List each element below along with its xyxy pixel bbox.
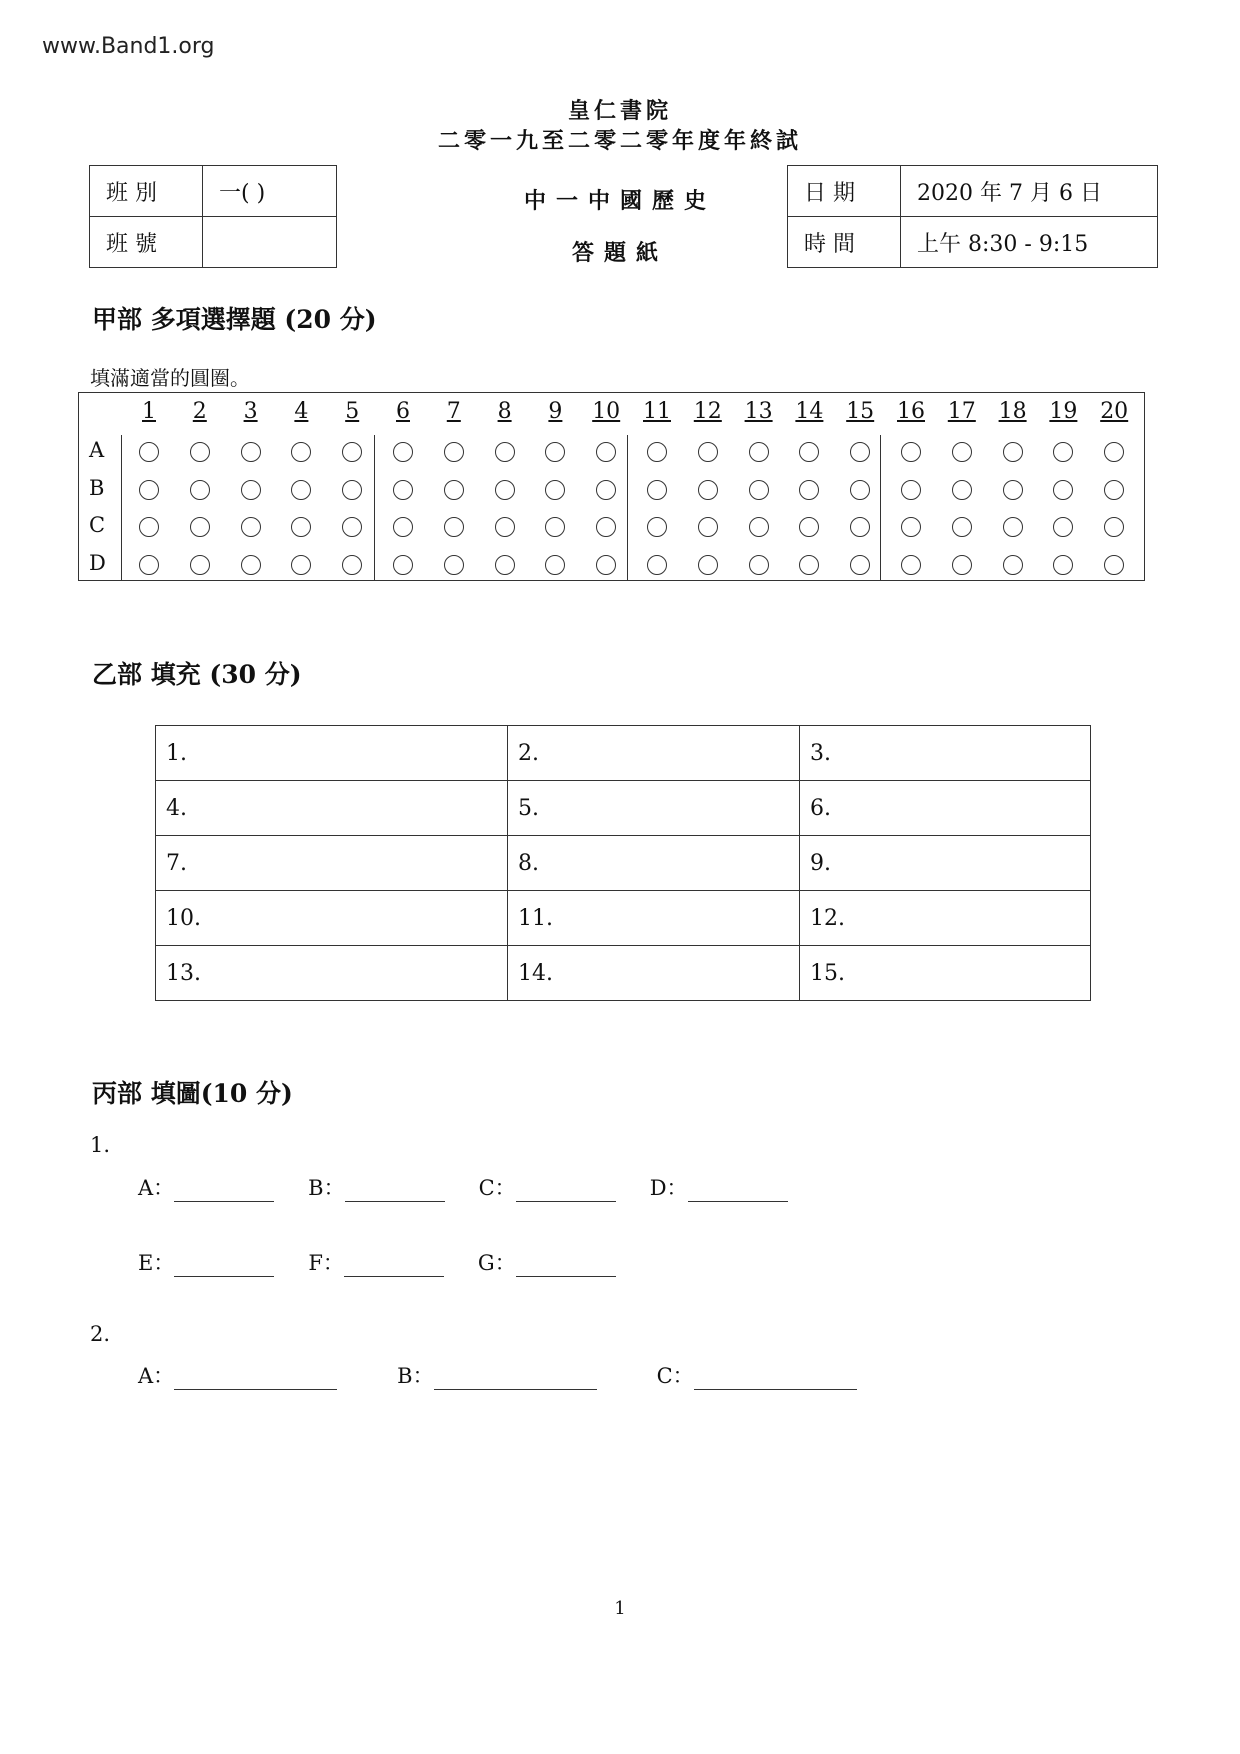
question-number: 12 — [693, 399, 722, 424]
answer-bubble-q18-A[interactable] — [1003, 442, 1023, 462]
number-value[interactable] — [203, 217, 337, 268]
answer-bubble-q18-B[interactable] — [1003, 480, 1023, 500]
fill-answer-cell[interactable]: 9. — [800, 836, 1091, 891]
class-label: 班 別 — [90, 166, 203, 217]
fill-row — [156, 726, 1091, 781]
date-value: 2020 年 7 月 6 日 — [901, 166, 1158, 217]
answer-blank[interactable] — [174, 1179, 274, 1202]
answer-bubble-q9-A[interactable] — [545, 442, 565, 462]
time-value: 上午 8:30 - 9:15 — [901, 217, 1158, 268]
class-info-table — [89, 165, 337, 268]
answer-bubble-q1-C[interactable] — [139, 517, 159, 537]
blank-label: C： — [656, 1364, 694, 1388]
answer-bubble-q20-B[interactable] — [1104, 480, 1124, 500]
map-blank-group — [138, 1364, 337, 1388]
answer-bubble-q9-B[interactable] — [545, 480, 565, 500]
section-a-instruction: 填滿適當的圓圈。 — [90, 366, 250, 390]
answer-bubble-q12-B[interactable] — [698, 480, 718, 500]
question-number: 10 — [592, 399, 621, 424]
answer-bubble-q8-A[interactable] — [495, 442, 515, 462]
answer-bubble-q6-B[interactable] — [393, 480, 413, 500]
answer-bubble-q14-D[interactable] — [799, 555, 819, 575]
answer-bubble-q16-A[interactable] — [901, 442, 921, 462]
watermark: www.Band1.org — [42, 34, 215, 59]
answer-bubble-q18-C[interactable] — [1003, 517, 1023, 537]
answer-bubble-q13-D[interactable] — [749, 555, 769, 575]
answer-bubble-q13-B[interactable] — [749, 480, 769, 500]
question-number: 16 — [897, 399, 925, 424]
answer-bubble-q15-C[interactable] — [850, 517, 870, 537]
answer-bubble-q19-D[interactable] — [1053, 555, 1073, 575]
question-number: 15 — [846, 399, 875, 424]
blank-label: G： — [477, 1251, 516, 1275]
fill-answer-cell[interactable]: 6. — [800, 781, 1091, 836]
map-q1-number: 1. — [90, 1133, 111, 1157]
sheet-title: 答題紙 — [571, 240, 668, 266]
answer-bubble-q18-D[interactable] — [1003, 555, 1023, 575]
answer-blank[interactable] — [688, 1179, 788, 1202]
question-number: 1 — [142, 399, 156, 424]
page-number: 1 — [614, 1598, 626, 1619]
question-number: 11 — [643, 399, 671, 424]
answer-bubble-q11-D[interactable] — [647, 555, 667, 575]
answer-bubble-q3-A[interactable] — [241, 442, 261, 462]
answer-blank[interactable] — [344, 1254, 444, 1277]
answer-bubble-q13-A[interactable] — [749, 442, 769, 462]
fill-answer-cell[interactable]: 14. — [508, 946, 800, 1001]
map-blank-group — [308, 1251, 444, 1275]
question-number: 7 — [446, 399, 461, 424]
map-blank-group — [138, 1251, 274, 1275]
answer-bubble-q17-C[interactable] — [952, 517, 972, 537]
answer-bubble-q6-D[interactable] — [393, 555, 413, 575]
question-number: 4 — [294, 399, 309, 424]
fill-answer-cell[interactable]: 1. — [156, 726, 508, 781]
map-blank-group — [397, 1364, 596, 1388]
school-name: 皇仁書院 — [567, 98, 672, 124]
group-divider — [627, 435, 628, 580]
answer-blank[interactable] — [174, 1254, 274, 1277]
answer-bubble-q12-A[interactable] — [698, 442, 718, 462]
answer-bubble-q7-A[interactable] — [444, 442, 464, 462]
blank-label: C： — [478, 1176, 516, 1200]
fill-answer-cell[interactable]: 3. — [800, 726, 1091, 781]
answer-bubble-q7-D[interactable] — [444, 555, 464, 575]
group-divider — [121, 435, 122, 580]
answer-blank[interactable] — [434, 1367, 597, 1390]
fill-answer-cell[interactable]: 8. — [508, 836, 800, 891]
subject-title: 中一中國歷史 — [523, 188, 716, 214]
section-c-title: 丙部 填圖(10 分) — [92, 1079, 293, 1108]
blank-label: F： — [308, 1251, 344, 1275]
answer-bubble-q17-B[interactable] — [952, 480, 972, 500]
answer-bubble-q15-B[interactable] — [850, 480, 870, 500]
blank-label: B： — [308, 1176, 345, 1200]
number-label: 班 號 — [90, 217, 203, 268]
map-blank-group — [138, 1176, 274, 1200]
question-number: 2 — [192, 399, 207, 424]
answer-bubble-q14-C[interactable] — [799, 517, 819, 537]
answer-bubble-q7-C[interactable] — [444, 517, 464, 537]
answer-bubble-q11-C[interactable] — [647, 517, 667, 537]
answer-blank[interactable] — [516, 1179, 616, 1202]
answer-bubble-q5-B[interactable] — [342, 480, 362, 500]
answer-bubble-q17-A[interactable] — [952, 442, 972, 462]
section-b-title: 乙部 填充 (30 分) — [92, 660, 302, 689]
fill-answer-cell[interactable]: 11. — [508, 891, 800, 946]
question-number: 14 — [795, 399, 824, 424]
answer-bubble-q17-D[interactable] — [952, 555, 972, 575]
option-label: D — [89, 550, 106, 575]
answer-bubble-q19-C[interactable] — [1053, 517, 1073, 537]
question-number: 5 — [345, 399, 360, 424]
option-label: B — [89, 475, 105, 500]
question-number: 9 — [548, 399, 563, 424]
answer-bubble-q20-D[interactable] — [1104, 555, 1124, 575]
answer-bubble-q9-D[interactable] — [545, 555, 565, 575]
map-blank-group — [650, 1176, 788, 1200]
answer-bubble-q11-B[interactable] — [647, 480, 667, 500]
section-a-title: 甲部 多項選擇題 (20 分) — [92, 305, 377, 334]
answer-bubble-q16-C[interactable] — [901, 517, 921, 537]
question-number: 8 — [497, 399, 512, 424]
answer-bubble-q6-A[interactable] — [393, 442, 413, 462]
fill-answer-cell[interactable]: 13. — [156, 946, 508, 1001]
blank-label: B： — [397, 1364, 434, 1388]
answer-bubble-q10-C[interactable] — [596, 517, 616, 537]
option-label: C — [89, 513, 106, 537]
answer-blank[interactable] — [694, 1367, 857, 1390]
question-number: 20 — [1100, 399, 1129, 424]
answer-bubble-q19-A[interactable] — [1053, 442, 1073, 462]
answer-bubble-q2-B[interactable] — [190, 480, 210, 500]
answer-bubble-q2-A[interactable] — [190, 442, 210, 462]
fill-answer-cell[interactable]: 7. — [156, 836, 508, 891]
answer-bubble-q12-D[interactable] — [698, 555, 718, 575]
answer-bubble-q10-D[interactable] — [596, 555, 616, 575]
answer-bubble-q4-C[interactable] — [291, 517, 311, 537]
fill-row — [156, 836, 1091, 891]
blank-label: A： — [138, 1364, 175, 1388]
map-blank-group — [657, 1364, 857, 1388]
answer-blank[interactable] — [345, 1179, 445, 1202]
answer-bubble-q14-A[interactable] — [799, 442, 819, 462]
answer-bubble-q11-A[interactable] — [647, 442, 667, 462]
map-label-row — [138, 1247, 650, 1277]
answer-bubble-q8-D[interactable] — [495, 555, 515, 575]
fill-row — [156, 781, 1091, 836]
answer-bubble-q15-D[interactable] — [850, 555, 870, 575]
fill-answer-cell[interactable]: 4. — [156, 781, 508, 836]
class-value[interactable]: 一( ) — [203, 166, 337, 217]
group-divider — [374, 435, 375, 580]
answer-bubble-q1-A[interactable] — [139, 442, 159, 462]
question-number: 18 — [998, 399, 1027, 424]
fill-row — [156, 946, 1091, 1001]
answer-bubble-q1-D[interactable] — [139, 555, 159, 575]
date-label: 日 期 — [788, 166, 901, 217]
date-info-table — [787, 165, 1158, 268]
answer-bubble-q7-B[interactable] — [444, 480, 464, 500]
map-blank-group — [478, 1251, 616, 1275]
answer-bubble-q15-A[interactable] — [850, 442, 870, 462]
fill-answer-cell[interactable]: 2. — [508, 726, 800, 781]
answer-bubble-q2-C[interactable] — [190, 517, 210, 537]
fill-answer-cell[interactable]: 5. — [508, 781, 800, 836]
answer-bubble-q2-D[interactable] — [190, 555, 210, 575]
map-label-row — [138, 1172, 822, 1202]
answer-bubble-q4-B[interactable] — [291, 480, 311, 500]
map-blank-group — [479, 1176, 616, 1200]
question-number: 19 — [1049, 399, 1078, 424]
answer-bubble-q3-B[interactable] — [241, 480, 261, 500]
question-number: 13 — [744, 399, 773, 424]
answer-bubble-q5-D[interactable] — [342, 555, 362, 575]
answer-bubble-q14-B[interactable] — [799, 480, 819, 500]
answer-bubble-q10-A[interactable] — [596, 442, 616, 462]
fill-answer-cell[interactable]: 10. — [156, 891, 508, 946]
answer-bubble-q16-D[interactable] — [901, 555, 921, 575]
question-number: 6 — [396, 399, 410, 424]
map-label-row — [138, 1360, 917, 1390]
answer-blank[interactable] — [174, 1367, 337, 1390]
exam-title: 二零一九至二零二零年度年終試 — [437, 128, 802, 154]
answer-blank[interactable] — [516, 1254, 616, 1277]
answer-bubble-q3-C[interactable] — [241, 517, 261, 537]
map-blank-group — [308, 1176, 444, 1200]
time-label: 時 間 — [788, 217, 901, 268]
answer-bubble-q20-A[interactable] — [1104, 442, 1124, 462]
answer-bubble-q4-A[interactable] — [291, 442, 311, 462]
blank-label: D： — [649, 1176, 688, 1200]
blank-label: A： — [138, 1176, 175, 1200]
option-label: A — [89, 438, 105, 462]
fill-in-table — [155, 725, 1091, 1001]
answer-bubble-q12-C[interactable] — [698, 517, 718, 537]
group-divider — [880, 435, 881, 580]
answer-bubble-q6-C[interactable] — [393, 517, 413, 537]
answer-bubble-q4-D[interactable] — [291, 555, 311, 575]
answer-bubble-q8-B[interactable] — [495, 480, 515, 500]
answer-bubble-q3-D[interactable] — [241, 555, 261, 575]
answer-bubble-q5-A[interactable] — [342, 442, 362, 462]
answer-bubble-q19-B[interactable] — [1053, 480, 1073, 500]
map-q2-number: 2. — [90, 1322, 111, 1346]
question-number: 3 — [243, 399, 258, 424]
answer-bubble-q9-C[interactable] — [545, 517, 565, 537]
answer-bubble-q16-B[interactable] — [901, 480, 921, 500]
answer-bubble-q8-C[interactable] — [495, 517, 515, 537]
blank-label: E： — [138, 1251, 175, 1275]
fill-row — [156, 891, 1091, 946]
mc-answer-grid — [78, 392, 1145, 581]
fill-answer-cell[interactable]: 12. — [800, 891, 1091, 946]
answer-bubble-q1-B[interactable] — [139, 480, 159, 500]
answer-bubble-q5-C[interactable] — [342, 517, 362, 537]
question-number: 17 — [947, 399, 976, 424]
answer-bubble-q10-B[interactable] — [596, 480, 616, 500]
answer-bubble-q20-C[interactable] — [1104, 517, 1124, 537]
answer-bubble-q13-C[interactable] — [749, 517, 769, 537]
fill-answer-cell[interactable]: 15. — [800, 946, 1091, 1001]
